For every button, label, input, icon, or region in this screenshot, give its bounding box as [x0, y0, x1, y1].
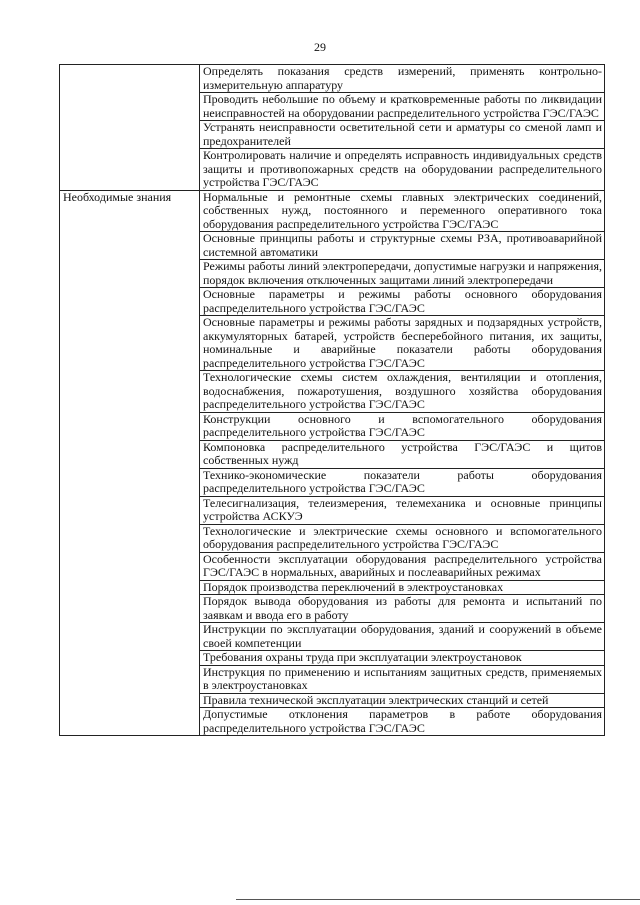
requirement-cell: Контролировать наличие и определять исправность индивидуальных средств защиты и противопожарных средств на оборудовании распределительного устройства ГЭС/ГАЭС [200, 149, 605, 191]
requirement-cell: Конструкции основного и вспомогательного оборудования распределительного устройства ГЭС/ГАЭС [200, 412, 605, 440]
requirements-table [59, 64, 605, 736]
requirement-cell: Телесигнализация, телеизмерения, телемеханика и основные принципы устройства АСКУЭ [200, 496, 605, 524]
bottom-edge-line [236, 899, 640, 900]
requirement-cell: Компоновка распределительного устройства ГЭС/ГАЭС и щитов собственных нужд [200, 440, 605, 468]
requirement-cell: Режимы работы линий электропередачи, допустимые нагрузки и напряжения, порядок включения отключенных защитами линий электропередачи [200, 260, 605, 288]
requirement-cell: Нормальные и ремонтные схемы главных электрических соединений, собственных нужд, постоянного и переменного оперативного тока оборудования распределительного устройства ГЭС/ГАЭС [200, 190, 605, 232]
requirement-cell: Инструкции по эксплуатации оборудования, зданий и сооружений в объеме своей компетенции [200, 623, 605, 651]
requirement-cell: Требования охраны труда при эксплуатации электроустановок [200, 651, 605, 666]
requirement-cell: Основные параметры и режимы работы зарядных и подзарядных устройств, аккумуляторных батарей, устройств бесперебойного питания, их защиты, номинальные и аварийные показатели работы оборудования распределительного устройства ГЭС/ГАЭС [200, 316, 605, 371]
requirements-table-body [60, 65, 605, 736]
category-label-cell [60, 65, 200, 191]
requirement-cell: Технологические схемы систем охлаждения, вентиляции и отопления, водоснабжения, пожаротушения, воздушного хозяйства оборудования распределительного устройства ГЭС/ГАЭС [200, 371, 605, 413]
requirement-cell: Основные принципы работы и структурные схемы РЗА, противоаварийной системной автоматики [200, 232, 605, 260]
requirement-cell: Устранять неисправности осветительной сети и арматуры со сменой ламп и предохранителей [200, 121, 605, 149]
requirement-cell: Проводить небольшие по объему и кратковременные работы по ликвидации неисправностей на оборудовании распределительного устройства ГЭС/ГАЭС [200, 93, 605, 121]
requirement-cell: Порядок вывода оборудования из работы для ремонта и испытаний по заявкам и ввода его в работу [200, 595, 605, 623]
requirement-cell: Определять показания средств измерений, применять контрольно-измерительную аппаратуру [200, 65, 605, 93]
table-row [60, 190, 605, 232]
requirement-cell: Технологические и электрические схемы основного и вспомогательного оборудования распределительного устройства ГЭС/ГАЭС [200, 524, 605, 552]
requirement-cell: Допустимые отклонения параметров в работе оборудования распределительного устройства ГЭС/ГАЭС [200, 708, 605, 736]
requirement-cell: Инструкция по применению и испытаниям защитных средств, применяемых в электроустановках [200, 665, 605, 693]
requirement-cell: Технико-экономические показатели работы оборудования распределительного устройства ГЭС/ГАЭС [200, 468, 605, 496]
requirement-cell: Особенности эксплуатации оборудования распределительного устройства ГЭС/ГАЭС в нормальных, аварийных и послеаварийных режимах [200, 552, 605, 580]
requirement-cell: Порядок производства переключений в электроустановках [200, 580, 605, 595]
requirement-cell: Основные параметры и режимы работы основного оборудования распределительного устройства ГЭС/ГАЭС [200, 288, 605, 316]
category-label-cell: Необходимые знания [60, 190, 200, 736]
page-number: 29 [314, 40, 326, 54]
table-row [60, 65, 605, 93]
requirement-cell: Правила технической эксплуатации электрических станций и сетей [200, 693, 605, 708]
